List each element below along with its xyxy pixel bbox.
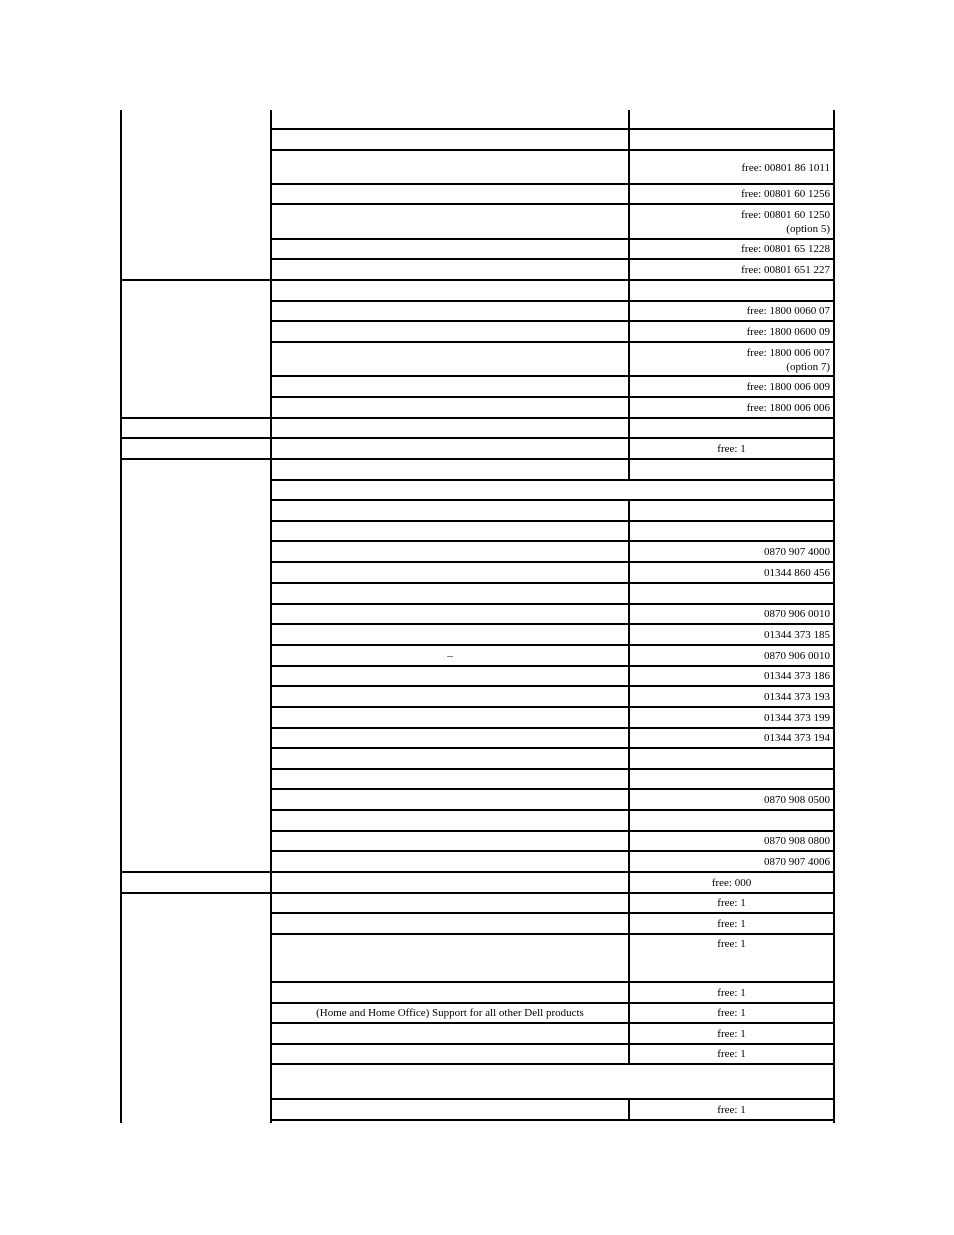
phone-number: free: 00801 60 1256 (741, 188, 830, 200)
row-separator (270, 149, 835, 151)
row-separator (270, 623, 835, 625)
column-divider-number (628, 521, 630, 542)
phone-number: 01344 373 199 (764, 712, 830, 724)
row-separator (270, 644, 835, 646)
row-separator (270, 747, 835, 749)
row-separator (270, 1022, 835, 1024)
column-divider-number (628, 150, 630, 185)
phone-number: free: 1 (717, 1048, 746, 1060)
row-separator (270, 561, 835, 563)
phone-number: 01344 860 456 (764, 567, 830, 579)
row-separator (270, 727, 835, 729)
column-divider-number (628, 342, 630, 377)
row-separator (270, 499, 835, 501)
phone-number: 01344 373 185 (764, 629, 830, 641)
row-separator (120, 279, 835, 281)
phone-number: free: 00801 86 1011 (741, 162, 830, 174)
column-divider-number (628, 110, 630, 130)
row-separator (270, 809, 835, 811)
column-divider-number (628, 728, 630, 749)
column-divider-number (628, 418, 630, 439)
row-separator (270, 540, 835, 542)
phone-number: free: 000 (711, 877, 752, 889)
row-separator (270, 520, 835, 522)
row-separator (270, 981, 835, 983)
phone-number: 0870 907 4000 (764, 546, 830, 558)
column-divider-number (628, 666, 630, 687)
phone-number: 0870 906 0010 (764, 650, 830, 662)
column-divider-number (628, 321, 630, 343)
phone-number: free: 1 (717, 1028, 746, 1040)
row-separator (270, 396, 835, 398)
column-divider-number (628, 645, 630, 667)
column-divider-number (628, 769, 630, 790)
phone-number: free: 1 (717, 897, 746, 909)
phone-number: free: 1 (717, 987, 746, 999)
phone-number: free: 1 (717, 938, 746, 950)
column-divider-number (628, 583, 630, 605)
row-separator (270, 1043, 835, 1045)
column-divider-number (628, 184, 630, 205)
row-separator (270, 1098, 835, 1100)
row-separator (270, 300, 835, 302)
phone-number: free: 00801 651 227 (741, 264, 830, 276)
row-separator (270, 183, 835, 185)
phone-number: free: 1800 006 007 (746, 347, 830, 359)
column-divider-number (628, 624, 630, 646)
phone-number: free: 1800 0060 07 (746, 305, 830, 317)
column-divider-number (628, 851, 630, 873)
row-separator (270, 912, 835, 914)
row-separator (270, 1002, 835, 1004)
phone-number: 0870 908 0800 (764, 835, 830, 847)
table-border-right (833, 110, 835, 1123)
column-divider-number (628, 810, 630, 832)
row-separator (270, 603, 835, 605)
column-divider-number (628, 239, 630, 260)
row-separator (270, 830, 835, 832)
column-divider-number (628, 789, 630, 811)
row-separator (270, 203, 835, 205)
row-separator (270, 582, 835, 584)
column-divider-number (628, 831, 630, 852)
service-description: (Home and Home Office) Support for all other Dell products (316, 1007, 584, 1019)
row-separator (120, 892, 835, 894)
row-separator (120, 417, 835, 419)
phone-number: free: 1800 006 009 (746, 381, 830, 393)
row-separator (270, 1119, 835, 1121)
phone-number: free: 1 (717, 918, 746, 930)
phone-number: free: 1 (717, 1007, 746, 1019)
phone-number: free: 00801 65 1228 (741, 243, 830, 255)
menu-option-note: (option 7) (786, 361, 830, 373)
row-separator (270, 128, 835, 130)
column-divider-number (628, 280, 630, 302)
row-separator (270, 479, 835, 481)
row-separator (270, 238, 835, 240)
row-separator (270, 850, 835, 852)
row-separator (120, 458, 835, 460)
column-divider-number (628, 129, 630, 151)
column-divider-number (628, 204, 630, 240)
phone-number: 0870 908 0500 (764, 794, 830, 806)
phone-number: free: 1 (717, 443, 746, 455)
phone-number: free: 00801 60 1250 (741, 209, 830, 221)
column-divider-number (628, 748, 630, 770)
column-divider-number (628, 562, 630, 584)
phone-number: 01344 373 186 (764, 670, 830, 682)
table-border-left (120, 110, 122, 1123)
row-separator (270, 685, 835, 687)
column-divider-number (628, 686, 630, 708)
column-divider-number (628, 604, 630, 625)
column-divider-number (628, 707, 630, 729)
column-divider-number (628, 259, 630, 281)
row-separator (270, 320, 835, 322)
column-divider-number (628, 301, 630, 322)
phone-number: free: 1800 006 006 (746, 402, 830, 414)
column-divider-number (628, 459, 630, 481)
phone-number: free: 1 (717, 1104, 746, 1116)
row-separator (270, 768, 835, 770)
column-divider-number (628, 541, 630, 563)
column-divider-number (628, 397, 630, 419)
column-divider-number (628, 376, 630, 398)
column-divider-number (628, 500, 630, 522)
row-separator (270, 341, 835, 343)
phone-number: free: 1800 0600 09 (746, 326, 830, 338)
row-separator (270, 1063, 835, 1065)
menu-option-note: (option 5) (786, 223, 830, 235)
row-separator (120, 437, 835, 439)
column-divider-left (270, 110, 272, 1123)
row-separator (270, 788, 835, 790)
service-description: – (447, 650, 453, 662)
phone-number: 0870 906 0010 (764, 608, 830, 620)
row-separator (270, 933, 835, 935)
row-separator (270, 375, 835, 377)
phone-number: 01344 373 193 (764, 691, 830, 703)
row-separator (270, 258, 835, 260)
row-separator (120, 871, 835, 873)
phone-number: 01344 373 194 (764, 732, 830, 744)
row-separator (270, 665, 835, 667)
phone-number: 0870 907 4006 (764, 856, 830, 868)
row-separator (270, 706, 835, 708)
